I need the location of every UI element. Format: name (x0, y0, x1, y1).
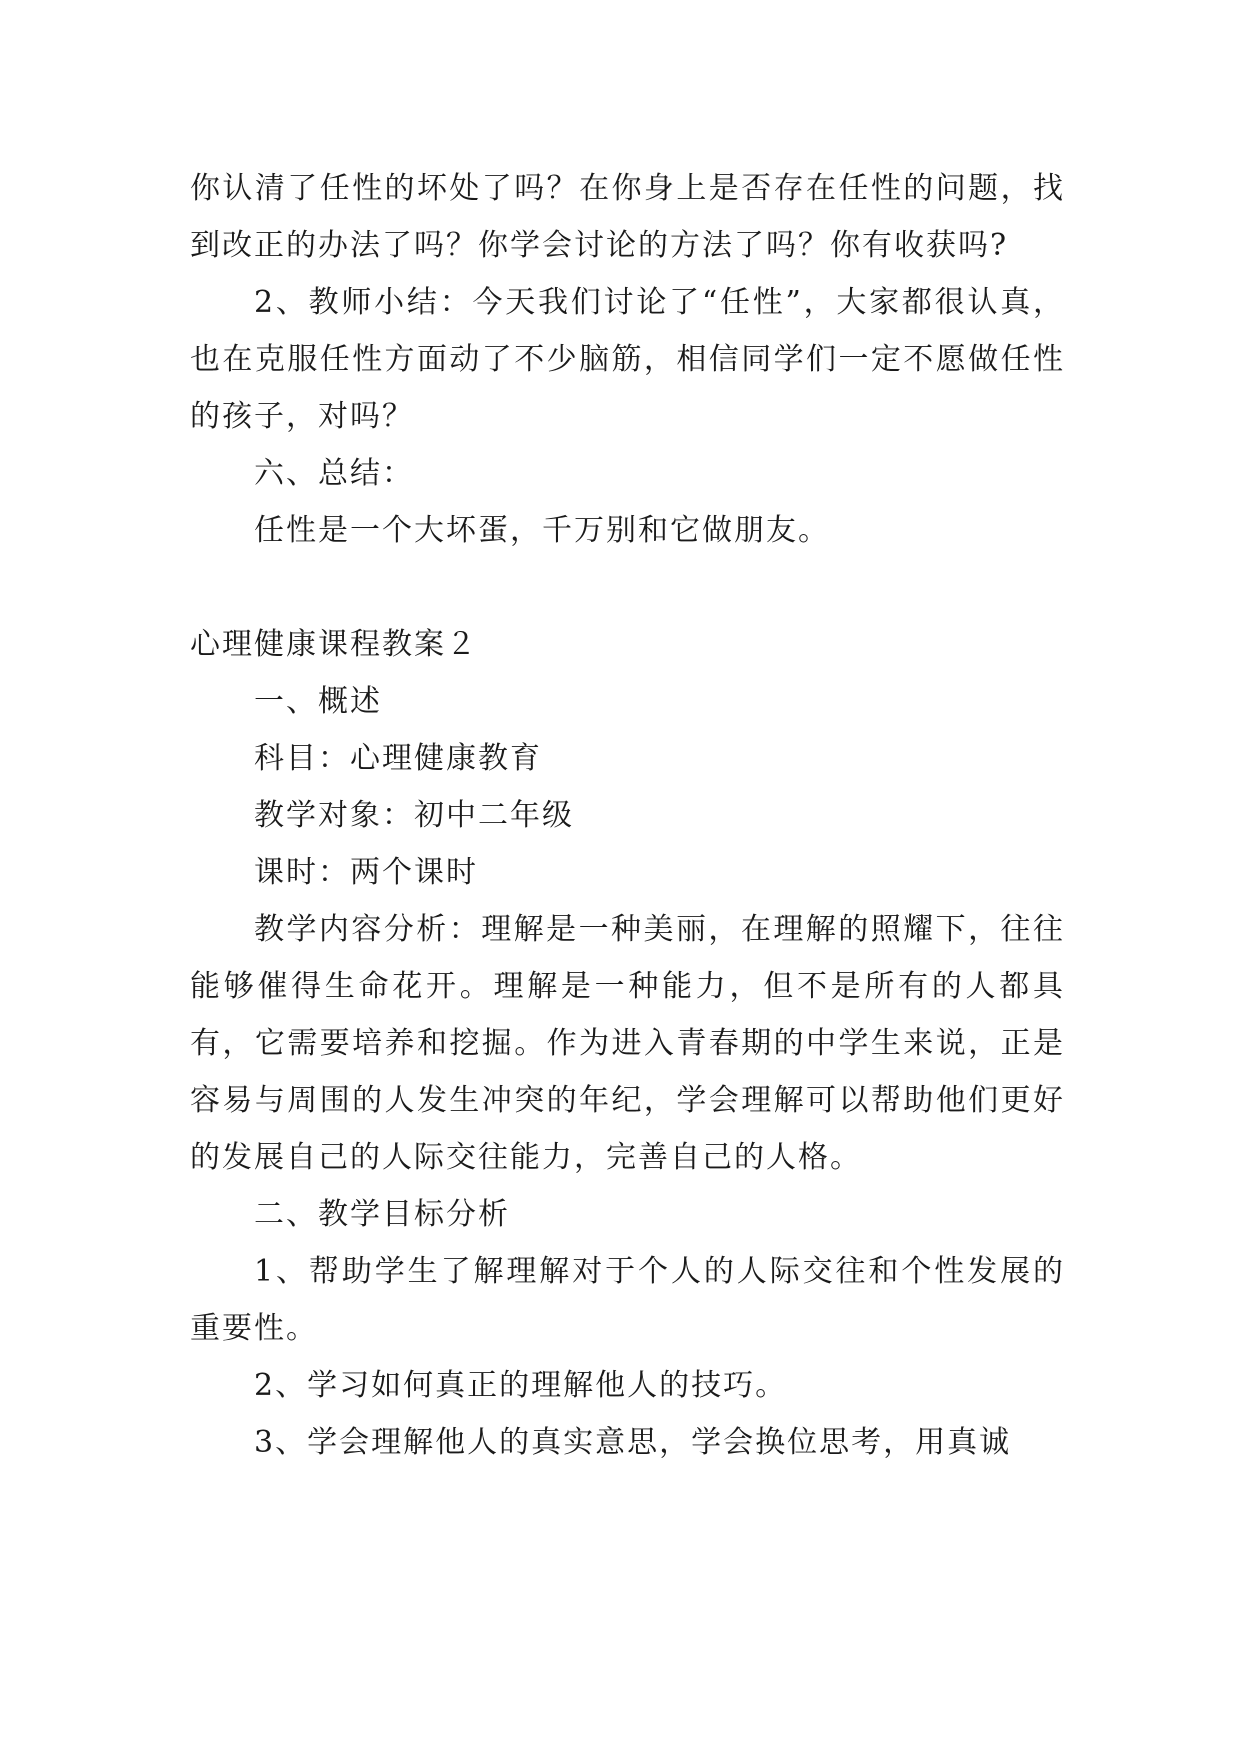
paragraph-class-hours: 课时：两个课时 (254, 855, 478, 890)
section-heading-overview: 一、概述 (254, 684, 382, 719)
section-heading-objectives: 二、教学目标分析 (254, 1197, 510, 1232)
document-title-lesson-plan-2: 心理健康课程教案２ (190, 627, 478, 662)
document-body (190, 160, 1065, 1471)
paragraph-subject: 科目：心理健康教育 (254, 741, 542, 776)
paragraph-objective-1: 1、帮助学生了解理解对于个人的人际交往和个性发展的重要性。 (190, 1254, 1065, 1346)
paragraph-teacher-summary: 2、教师小结：今天我们讨论了“任性”，大家都很认真，也在克服任性方面动了不少脑筋，相信同学们一定不愿做任性的孩子，对吗？ (190, 285, 1065, 434)
paragraph-summary-text: 任性是一个大坏蛋，千万别和它做朋友。 (254, 513, 830, 548)
paragraph-objective-2: 2、学习如何真正的理解他人的技巧。 (254, 1368, 788, 1403)
paragraph-content-analysis: 教学内容分析：理解是一种美丽，在理解的照耀下，往往能够催得生命花开。理解是一种能力，但不是所有的人都具有，它需要培养和挖掘。作为进入青春期的中学生来说，正是容易与周围的人发生冲突的年纪，学会理解可以帮助他们更好的发展自己的人际交往能力，完善自己的人格。 (190, 912, 1065, 1175)
paragraph-reflection-questions: 你认清了任性的坏处了吗？在你身上是否存在任性的问题，找到改正的办法了吗？你学会讨论的方法了吗？你有收获吗? (190, 171, 1065, 263)
paragraph-objective-3: 3、学会理解他人的真实意思，学会换位思考，用真诚 (254, 1425, 1012, 1460)
section-heading-summary: 六、总结： (254, 456, 414, 491)
paragraph-audience: 教学对象：初中二年级 (254, 798, 574, 833)
